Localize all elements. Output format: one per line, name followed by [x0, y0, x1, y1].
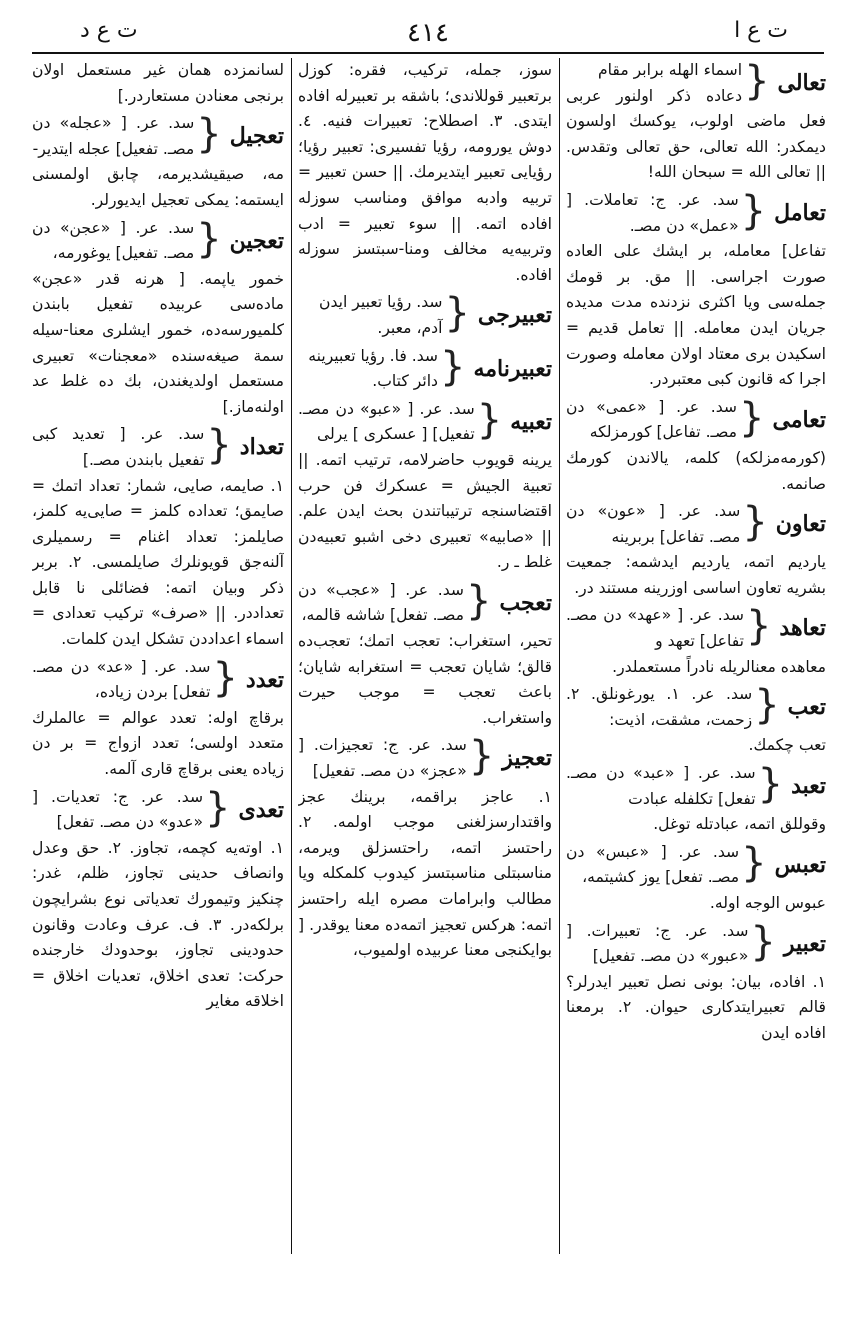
- entry-headword: تعبد: [791, 773, 826, 800]
- dictionary-entry: [566, 682, 826, 759]
- entry-grammar: سد. عر. [ «عد» دن مصـ. تفعل] بردن زیاده،: [32, 657, 211, 702]
- header-rule: [32, 52, 824, 54]
- column-divider: [559, 58, 560, 1254]
- column-right: [566, 58, 826, 1254]
- entry-headword: تعاهد: [779, 615, 826, 642]
- entry-brace: {: [196, 215, 222, 262]
- entry-definition: لسانمزده همان غیر مستعمل اولان برنجی معنادن مستعاردر.]: [32, 61, 284, 105]
- entry-grammar: اسماء الهله برابر مقام: [598, 61, 743, 79]
- entry-headword: تعبیرنامه: [473, 355, 552, 382]
- entry-grammar: سد. فا. رؤیا تعبیرینه: [308, 346, 438, 365]
- entry-brace: {: [741, 839, 767, 886]
- entry-brace: {: [745, 603, 772, 650]
- entry-definition: خمور یاپمه. [ هرنه قدر «عجن» ماده‌سی عربیده تفعیل بابندن كلمیورسه‌ده، خمور ایشلری معنا-سیله سمة صیغه‌سنده «معجنات» تعبیری مستعمل اولدیغندن، بك ده غلط عد اولنه‌ماز.]: [32, 269, 284, 416]
- entry-headword: تعبیر: [783, 930, 826, 957]
- entry-brace: {: [738, 394, 765, 441]
- entry-brace: {: [757, 761, 784, 808]
- entry-headword: تعجب: [499, 589, 552, 616]
- entry-brace: {: [468, 733, 495, 780]
- entry-brace: {: [196, 111, 222, 158]
- dictionary-entry: [566, 919, 826, 1047]
- entry-headword: تعاون: [775, 511, 826, 538]
- entry-definition: تفاعل] معامله، بر ایشك علی العاده صورت اجراسی. || مق. بر قومك جمله‌سی ویا اكثری نزدنده مدت مدیده جریان ایدن معامله. || تعامل قدیم = اسكیدن بری معتاد اولان معامله وصورت اجرا كه قانون كبی معتبردر.: [566, 242, 826, 389]
- entry-headword: تعدد: [245, 666, 284, 693]
- entry-definition: مه، صیقیشدیرمه، چابق اولمسنی ایستمه: یمكی تعجیل ایدیورلر.: [32, 165, 284, 209]
- entry-definition: (كورمه‌مزلكه) كلمه، یالاندن كورمك صانمه.: [566, 448, 826, 493]
- entry-definition: تعب چكمك.: [748, 736, 826, 755]
- dictionary-entry: [298, 578, 552, 732]
- dictionary-entry: [298, 397, 552, 576]
- dictionary-entry: [32, 785, 284, 1015]
- entry-grammar: سد. عر. ١. یورغونلق. ٢. زحمت، مشقت، اذیت:: [566, 685, 753, 729]
- dictionary-entry: [32, 58, 284, 109]
- dictionary-entry: [32, 422, 284, 652]
- entry-grammar: سد. عر. [ «عبو» دن مصـ. تفعیل] [ عسكری ] یرلی: [298, 399, 475, 444]
- entry-brace: {: [205, 784, 231, 831]
- entry-definition: معاهده معنالریله نادراً مستعملدر.: [612, 657, 826, 676]
- dictionary-entry: [566, 603, 826, 680]
- page-number: ٤١٤: [407, 18, 449, 48]
- entry-grammar: سد. عر. [ «عون» دن مصـ. تفاعل] بربرینه: [566, 502, 741, 546]
- entry-definition: یاردیم اتمه، یاردیم ایدشمه: جمعیت بشریه تعاون اساسی اوزرینه مستند در.: [566, 553, 826, 597]
- dictionary-entry: [566, 840, 826, 917]
- entry-grammar: سد. عر. [ «عجله» دن مصـ. تفعیل] عجله ایتدیر-: [32, 114, 195, 158]
- entry-grammar: سد. عر. ج: تعدیات. [ «عدو» دن مصـ. تفعل]: [32, 787, 204, 832]
- entry-brace: {: [754, 682, 780, 729]
- entry-grammar: سد. عر. [ «عهد» دن مصـ. تفاعل] تعهد و: [566, 606, 744, 651]
- dictionary-entry: [566, 58, 826, 186]
- entry-definition: ١. اوته‌یه كچمه، تجاوز. ٢. حق وعدل وانصاف حدینی تجاوز، ظلم، غدر: چنكیز وتیمورك تعدیاتی نوع بشرایچون برلكه‌در. ٣. ف. عرف وعادت وقانون حدودینی تجاوز، بوحدودك خارجنده حركت: تعدی اخلاق، تعدیات اخلاق = اخلاقه مغایر: [32, 838, 284, 1011]
- entry-brace: {: [439, 343, 466, 390]
- dictionary-entry: [566, 395, 826, 497]
- entry-definition: عبوس الوجه اوله.: [709, 894, 826, 912]
- entry-headword: تعبیرجی: [477, 302, 552, 329]
- entry-headword: تعداد: [239, 434, 284, 461]
- entry-definition: آدم، معبر.: [377, 318, 443, 337]
- entry-grammar: سد. رؤیا تعبیر ایدن: [319, 293, 443, 312]
- page-header: [32, 14, 824, 50]
- entry-brace: {: [742, 499, 768, 546]
- entry-headword: تعجین: [229, 227, 284, 254]
- entry-brace: {: [466, 577, 492, 624]
- entry-brace: {: [212, 654, 238, 701]
- entry-headword: تعبیه: [510, 408, 552, 435]
- entry-brace: {: [444, 290, 470, 337]
- entry-definition: سوز، جمله، تركیب، فقره: كوزل برتعبیر قوللاندی؛ باشقه بر تعبیرله افاده ایتدی. ٣. اصطلاح: تعبیرات فنیه. ٤. دوش یورومه، رؤیا تفسیری: تعبیر رؤیا؛ رؤیایی تعبیر ایتدیرمك. || حسن تعبیر = تربیه وادبه موافق ومناسب سوزله افاده اتمه. || سوء تعبیر = ادب وتربیه‌یه مخالف ومنا-سبتسز سوزله افاده.: [298, 61, 552, 284]
- dictionary-entry: [298, 290, 552, 341]
- dictionary-entry: [298, 733, 552, 963]
- entry-headword: تعامی: [772, 406, 826, 433]
- entry-definition: ١. افاده، بیان: بونی نصل تعبیر ایدرلر؟ قالم تعبیرایتدكاری حیوان. ٢. برمعنا افاده ایدن: [566, 972, 826, 1042]
- column-divider: [291, 58, 292, 1254]
- dictionary-entry: [32, 655, 284, 783]
- entry-definition: تحیر، استغراب: تعجب اتمك؛ تعجب‌ده قالق؛ شایان تعجب = استغرابه شایان؛ باعث تعجب = موجب حیرت واستغراب.: [298, 632, 552, 727]
- entry-headword: تعجیل: [229, 123, 284, 150]
- dictionary-entry: [566, 188, 826, 393]
- entry-headword: تعامل: [774, 199, 826, 226]
- entry-brace: {: [476, 396, 503, 443]
- dictionary-entry: [566, 761, 826, 838]
- entry-definition: برقاچ اوله: تعدد عوالم = عالملرك متعدد اولسی؛ تعدد ازواج = بر دن زیاده یعنی برقاچ قاری آلمه.: [32, 708, 284, 779]
- entry-grammar: سد. عر. ج: تعبیرات. [ «عبور» دن مصـ. تفعیل]: [566, 921, 749, 966]
- entry-definition: دعاده ذكر اولنور عربی فعل ماضی اولوب، یوكسك اولسون دیمكدر: الله تعالی، حق تعالی وتقدس. || تعالی الله = سبحان الله!: [566, 86, 826, 182]
- entry-grammar: سد. عر. [ «عجن» دن مصـ. تفعیل] یوغورمه،: [32, 218, 195, 263]
- entry-headword: تعبس: [774, 851, 826, 878]
- entry-headword: تعب: [787, 694, 826, 721]
- entry-definition: دائر كتاب.: [372, 372, 438, 391]
- header-letters-right: ت ع ا: [734, 18, 788, 43]
- entry-grammar: سد. عر. [ «عجب» دن مصـ. تفعل] شاشه قالمه،: [298, 580, 464, 625]
- entry-grammar: سد. عر. ج: تعجیزات. [ «عجز» دن مصـ. تفعیل]: [298, 736, 467, 781]
- dictionary-entry: [32, 216, 284, 421]
- column-left: [32, 58, 284, 1254]
- entry-grammar: سد. عر. [ تعدید كبی تفعیل بابندن مصـ.]: [32, 425, 205, 469]
- entry-brace: {: [740, 187, 767, 234]
- entry-brace: {: [206, 422, 232, 469]
- column-middle: [298, 58, 552, 1254]
- entry-headword: تعدی: [238, 796, 284, 823]
- dictionary-entry: [566, 499, 826, 601]
- entry-definition: یرینه قویوب حاضرلامه، ترتیب اتمه. || تعبیة الجیش = عسكرك فن حرب اقتضاسنجه ترتیباتندن بحث ایدن علم. || «صابیه» تعبیری دخی اشبو تعبیه‌دن غلط ـ ر.: [298, 450, 552, 572]
- dictionary-entry: [32, 111, 284, 213]
- entry-definition: ١. عاجز براقمه، برینك عجز واقتدارسزلغنی موجب اولمه. ٢. راحتسز اتمه، راحتسزلق ویرمه، مناسبتلی مناسبتسز كیدوب كلمكله ویا مطالب وابرامات مصره ایله راحتسز اتمه: هركس تعجیز اتمه‌ده معنا یوقدر. [ بوایكنجی معنا عربیده اولمیوب،: [298, 787, 552, 960]
- entry-grammar: سد. عر. [ «عمی» دن مصـ. تفاعل] كورمزلكه: [566, 397, 737, 442]
- entry-headword: تعالى: [777, 70, 826, 96]
- entry-definition: ١. صایمه، صایی، شمار: تعداد اتمك = صایمق؛ تعداده كلمز = صایی‌یه كلمز، صایلمز: تعداد اغنام = رسمیلری آلنه‌جق قویونلرك صایلمسی. ٢. بربر ذكر وبیان اتمه: فضائلی نا قابل تعداددر. || «صرف» تركیب تعدادی = اسماء اعداددن تشكل ایدن كلمات.: [32, 476, 284, 649]
- dictionary-entry: [298, 344, 552, 395]
- entry-headword: تعجیز: [502, 745, 552, 772]
- entry-grammar: سد. عر. [ «عبد» دن مصـ. تفعل] تكلفله عبادت: [566, 764, 756, 808]
- entry-definition: وقوللق اتمه، عبادتله توغل.: [653, 815, 826, 834]
- header-letters-left: ت ع د: [80, 18, 138, 43]
- entry-grammar: سد. عر. [ «عبس» دن مصـ. تفعل] یوز كشیتمه،: [566, 842, 740, 887]
- entry-grammar: سد. عر. ج: تعاملات. [ «عمل» دن مصـ.: [566, 190, 739, 235]
- entry-brace: {: [750, 918, 776, 965]
- entry-brace: {: [744, 58, 770, 104]
- dictionary-entry: [298, 58, 552, 288]
